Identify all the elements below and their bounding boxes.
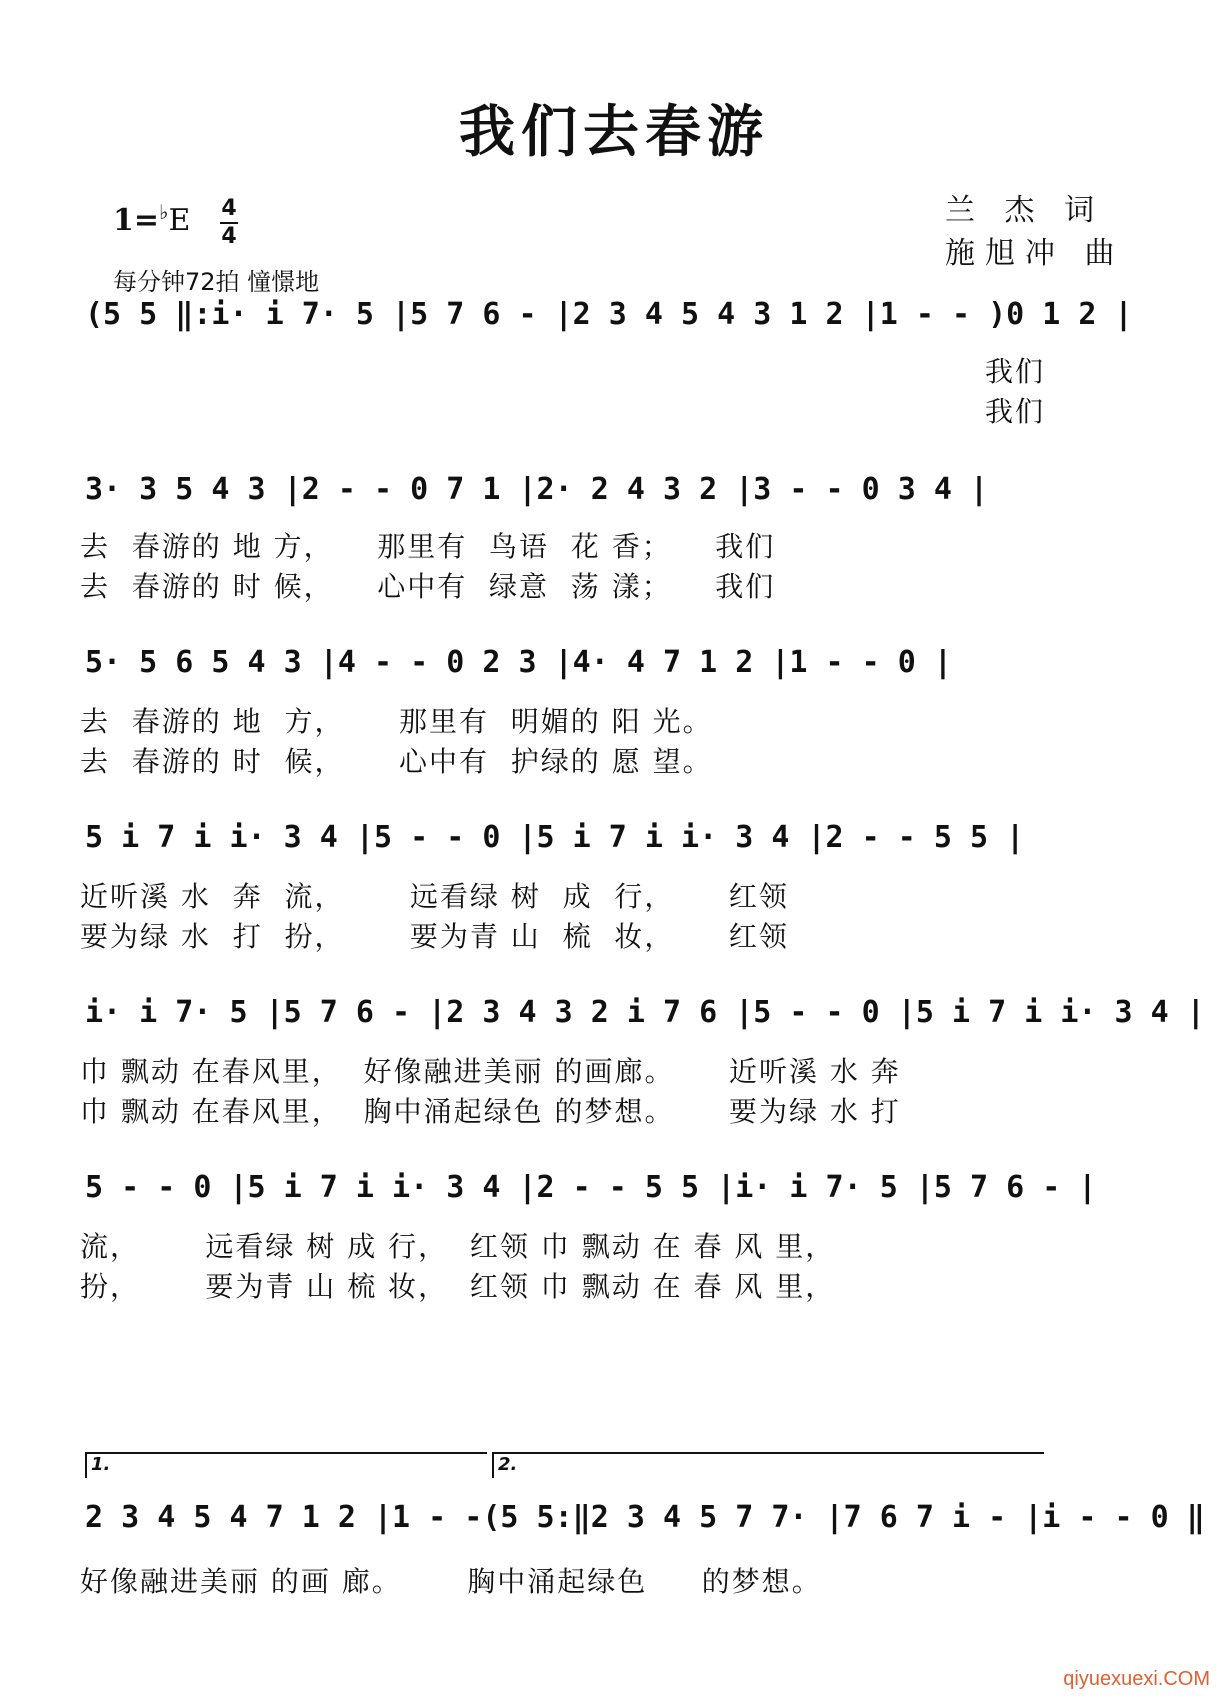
flat-sign: ♭ [159, 200, 169, 224]
lyrics-system-5-verse-1: 巾 飘动 在春风里， 好像融进美丽 的画廊。 近听溪 水 奔 [80, 1055, 901, 1088]
lyrics-system-5-verse-2: 巾 飘动 在春风里， 胸中涌起绿色 的梦想。 要为绿 水 打 [80, 1095, 901, 1128]
key-signature [113, 200, 190, 238]
volta-2-bracket [492, 1452, 1044, 1478]
notes-system-2: 3· 3 5 4 3 |2 - - 0 7 1 |2· 2 4 3 2 |3 - - 0 3 4 | [85, 472, 989, 507]
notes-system-3: 5· 5 6 5 4 3 |4 - - 0 2 3 |4· 4 7 1 2 |1 - - 0 | [85, 645, 952, 680]
notes-system-1: (5 5 ‖:i· i 7· 5 |5 7 6 - |2 3 4 5 4 3 1 2 |1 - - )0 1 2 | [85, 297, 1133, 332]
key-label: 1= [113, 203, 160, 238]
notes-system-4: 5 i 7 i i· 3 4 |5 - - 0 |5 i 7 i i· 3 4 |2 - - 5 5 | [85, 820, 1025, 855]
notes-system-7: 2 3 4 5 4 7 1 2 |1 - -(5 5:‖2 3 4 5 7 7· |7 6 7 i - |i - - 0 ‖ [85, 1500, 1205, 1535]
lyrics-system-1-verse-1: 我们 [985, 355, 1046, 388]
lyricist-credit: 兰 杰 词 [945, 193, 1105, 228]
notes-system-6: 5 - - 0 |5 i 7 i i· 3 4 |2 - - 5 5 |i· i 7· 5 |5 7 6 - | [85, 1170, 1097, 1205]
key-note: E [168, 203, 191, 238]
lyrics-system-4-verse-1: 近听溪 水 奔 流， 远看绿 树 成 行， 红领 [80, 880, 789, 913]
lyrics-system-6-verse-2: 扮， 要为青 山 梳 妆， 红领 巾 飘动 在 春 风 里， [80, 1270, 836, 1303]
lyrics-system-7: 好像融进美丽 的画 廊。 胸中涌起绿色 的梦想。 [80, 1565, 822, 1598]
song-title: 我们去春游 [459, 99, 769, 165]
composer-credit: 施旭冲 曲 [945, 236, 1125, 271]
lyrics-system-2-verse-1: 去 春游的 地 方， 那里有 鸟语 花 香； 我们 [80, 530, 776, 563]
volta-1-bracket [85, 1452, 487, 1478]
time-top: 4 [221, 196, 237, 221]
lyrics-system-2-verse-2: 去 春游的 时 候， 心中有 绿意 荡 漾； 我们 [80, 570, 776, 603]
lyrics-system-3-verse-1: 去 春游的 地 方， 那里有 明媚的 阳 光。 [80, 705, 713, 738]
volta-2-label: 2. [498, 1454, 518, 1475]
site-watermark: qiyuexuexi.COM [1063, 1668, 1210, 1690]
lyrics-system-6-verse-1: 流， 远看绿 树 成 行， 红领 巾 飘动 在 春 风 里， [80, 1230, 836, 1263]
lyrics-system-3-verse-2: 去 春游的 时 候， 心中有 护绿的 愿 望。 [80, 745, 713, 778]
lyrics-system-1-verse-2: 我们 [985, 395, 1046, 428]
time-bottom: 4 [221, 224, 237, 249]
volta-1-label: 1. [91, 1454, 111, 1475]
lyrics-system-4-verse-2: 要为绿 水 打 扮， 要为青 山 梳 妆， 红领 [80, 920, 789, 953]
tempo-marking: 每分钟72拍 憧憬地 [113, 268, 320, 296]
notes-system-5: i· i 7· 5 |5 7 6 - |2 3 4 3 2 i 7 6 |5 - - 0 |5 i 7 i i· 3 4 | [85, 995, 1205, 1030]
time-signature [218, 196, 240, 250]
